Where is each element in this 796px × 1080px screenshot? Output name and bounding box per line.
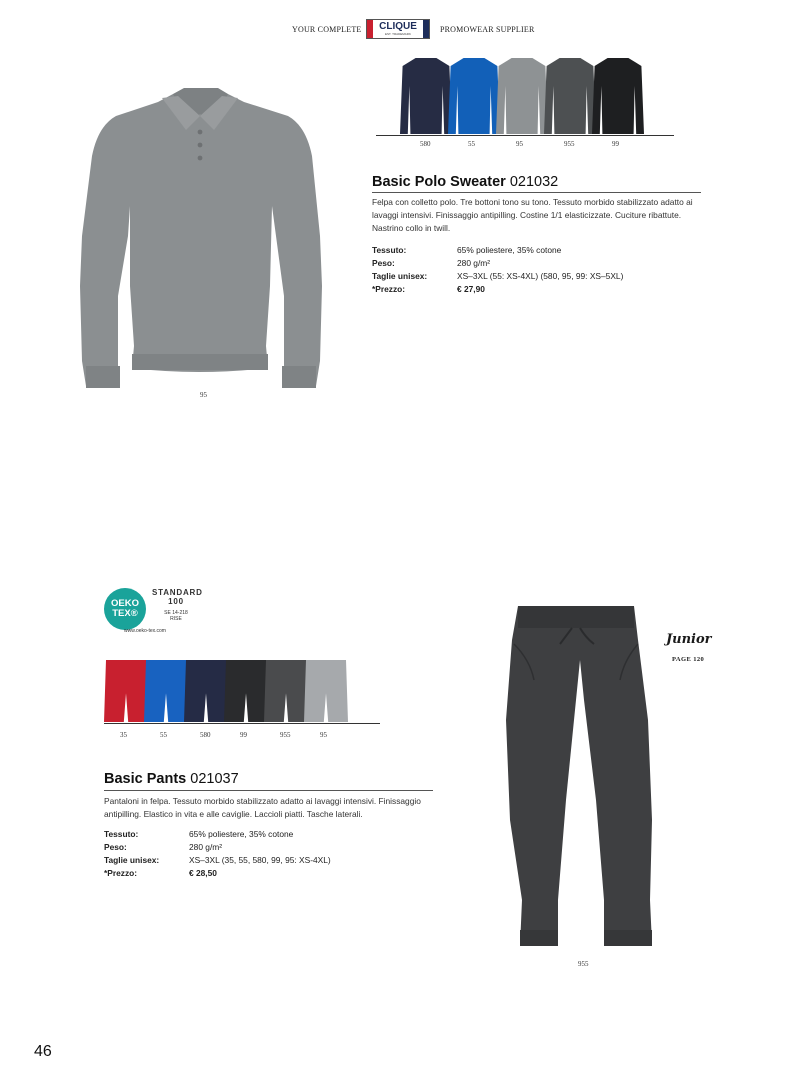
polo-swatch-rule <box>376 135 674 136</box>
header-tagline-left: YOUR COMPLETE <box>292 25 362 34</box>
oeko-standard <box>152 588 203 606</box>
polo-swatch-row <box>400 56 640 134</box>
pants-swatch-code: 99 <box>240 731 247 739</box>
pants-swatch-code: 35 <box>120 731 127 739</box>
pants-swatch-95 <box>304 658 348 722</box>
polo-swatch-955 <box>544 56 596 134</box>
pants-swatch-rule <box>104 723 380 724</box>
spec-label: Tessuto: <box>104 829 139 839</box>
spec-value: XS–3XL (35, 55, 580, 99, 95: XS-4XL) <box>189 855 331 865</box>
pants-title-rule <box>104 790 433 791</box>
polo-specs <box>372 244 702 304</box>
oeko-standard-number: 100 <box>168 597 184 606</box>
pants-swatch-code: 955 <box>280 731 291 739</box>
spec-value: 65% poliestere, 35% cotone <box>189 829 294 839</box>
pants-title <box>104 771 239 787</box>
oeko-logo-line1: OEKO <box>111 598 139 609</box>
polo-swatch-code: 95 <box>516 140 523 148</box>
polo-main-color-code: 95 <box>200 391 207 399</box>
polo-swatch-code: 55 <box>468 140 475 148</box>
pants-swatch-row <box>104 658 344 722</box>
spec-value: 280 g/m² <box>189 842 223 852</box>
polo-swatch-code: 580 <box>420 140 431 148</box>
pants-description: Pantaloni in felpa. Tessuto morbido stabilizzato adatto ai lavaggi intensivi. Finissaggio antipilling. Elastico in vita e alle caviglie. Laccioli piatti. Tasche laterali. <box>104 796 421 819</box>
page-number: 46 <box>34 1043 52 1060</box>
pants-article-code: 021037 <box>190 771 239 787</box>
pants-main-color-code: 955 <box>578 960 589 968</box>
polo-swatch-580 <box>400 56 452 134</box>
spec-label: Tessuto: <box>372 245 407 255</box>
polo-swatch-95 <box>496 56 548 134</box>
spec-label: *Prezzo: <box>372 284 406 294</box>
pants-swatch-code: 55 <box>160 731 167 739</box>
oeko-tex-logo <box>104 588 146 630</box>
pants-swatch-955 <box>264 658 308 722</box>
clique-logo <box>366 19 430 39</box>
junior-label: Junior <box>666 632 712 647</box>
oeko-cert-institute: RISE <box>170 616 182 622</box>
polo-title-name: Basic Polo Sweater <box>372 174 506 190</box>
header-tagline-right: PROMOWEAR SUPPLIER <box>440 25 535 34</box>
polo-swatch-code: 955 <box>564 140 575 148</box>
pants-swatch-code: 580 <box>200 731 211 739</box>
spec-value: 65% poliestere, 35% cotone <box>457 245 562 255</box>
junior-page-ref: PAGE 120 <box>672 656 705 663</box>
spec-value: 280 g/m² <box>457 258 491 268</box>
pants-swatch-code: 95 <box>320 731 327 739</box>
oeko-logo-line2: TEX® <box>112 608 138 619</box>
pants-swatch-55 <box>144 658 188 722</box>
pants-swatch-99 <box>224 658 268 722</box>
spec-label: *Prezzo: <box>104 868 138 878</box>
spec-label: Taglie unisex: <box>104 855 160 865</box>
polo-swatch-code: 99 <box>612 140 619 148</box>
spec-label: Peso: <box>104 842 127 852</box>
spec-label: Peso: <box>372 258 395 268</box>
polo-title <box>372 174 558 190</box>
logo-subtext: EST. TRADEMARK <box>385 32 411 36</box>
polo-title-rule <box>372 192 701 193</box>
oeko-url: www.oeko-tex.com <box>124 628 166 634</box>
polo-sweater-image <box>78 86 328 392</box>
oeko-cert-number: SE 14-218 <box>164 610 188 616</box>
spec-value: XS–3XL (55: XS-4XL) (580, 95, 99: XS–5XL) <box>457 271 624 281</box>
spec-label: Taglie unisex: <box>372 271 428 281</box>
oeko-cert <box>158 610 194 622</box>
polo-article-code: 021032 <box>509 174 559 190</box>
polo-description: Felpa con colletto polo. Tre bottoni tono su tono. Tessuto morbido stabilizzato adatto ai lavaggi intensivi. Finissaggio antipilling. Costine 1/1 elasticizzate. Cuciture ribattute. Nastrino collo in twill. <box>372 197 693 233</box>
spec-value: € 27,90 <box>457 284 485 294</box>
pants-specs <box>104 828 439 888</box>
pants-swatch-580 <box>184 658 228 722</box>
pants-title-name: Basic Pants <box>104 771 187 787</box>
logo-text: CLIQUE <box>379 21 417 32</box>
polo-swatch-99 <box>592 56 644 134</box>
spec-value: € 28,50 <box>189 868 217 878</box>
pants-swatch-35 <box>104 658 148 722</box>
oeko-standard-label: STANDARD <box>152 588 203 597</box>
polo-swatch-55 <box>448 56 500 134</box>
pants-image <box>500 600 660 954</box>
